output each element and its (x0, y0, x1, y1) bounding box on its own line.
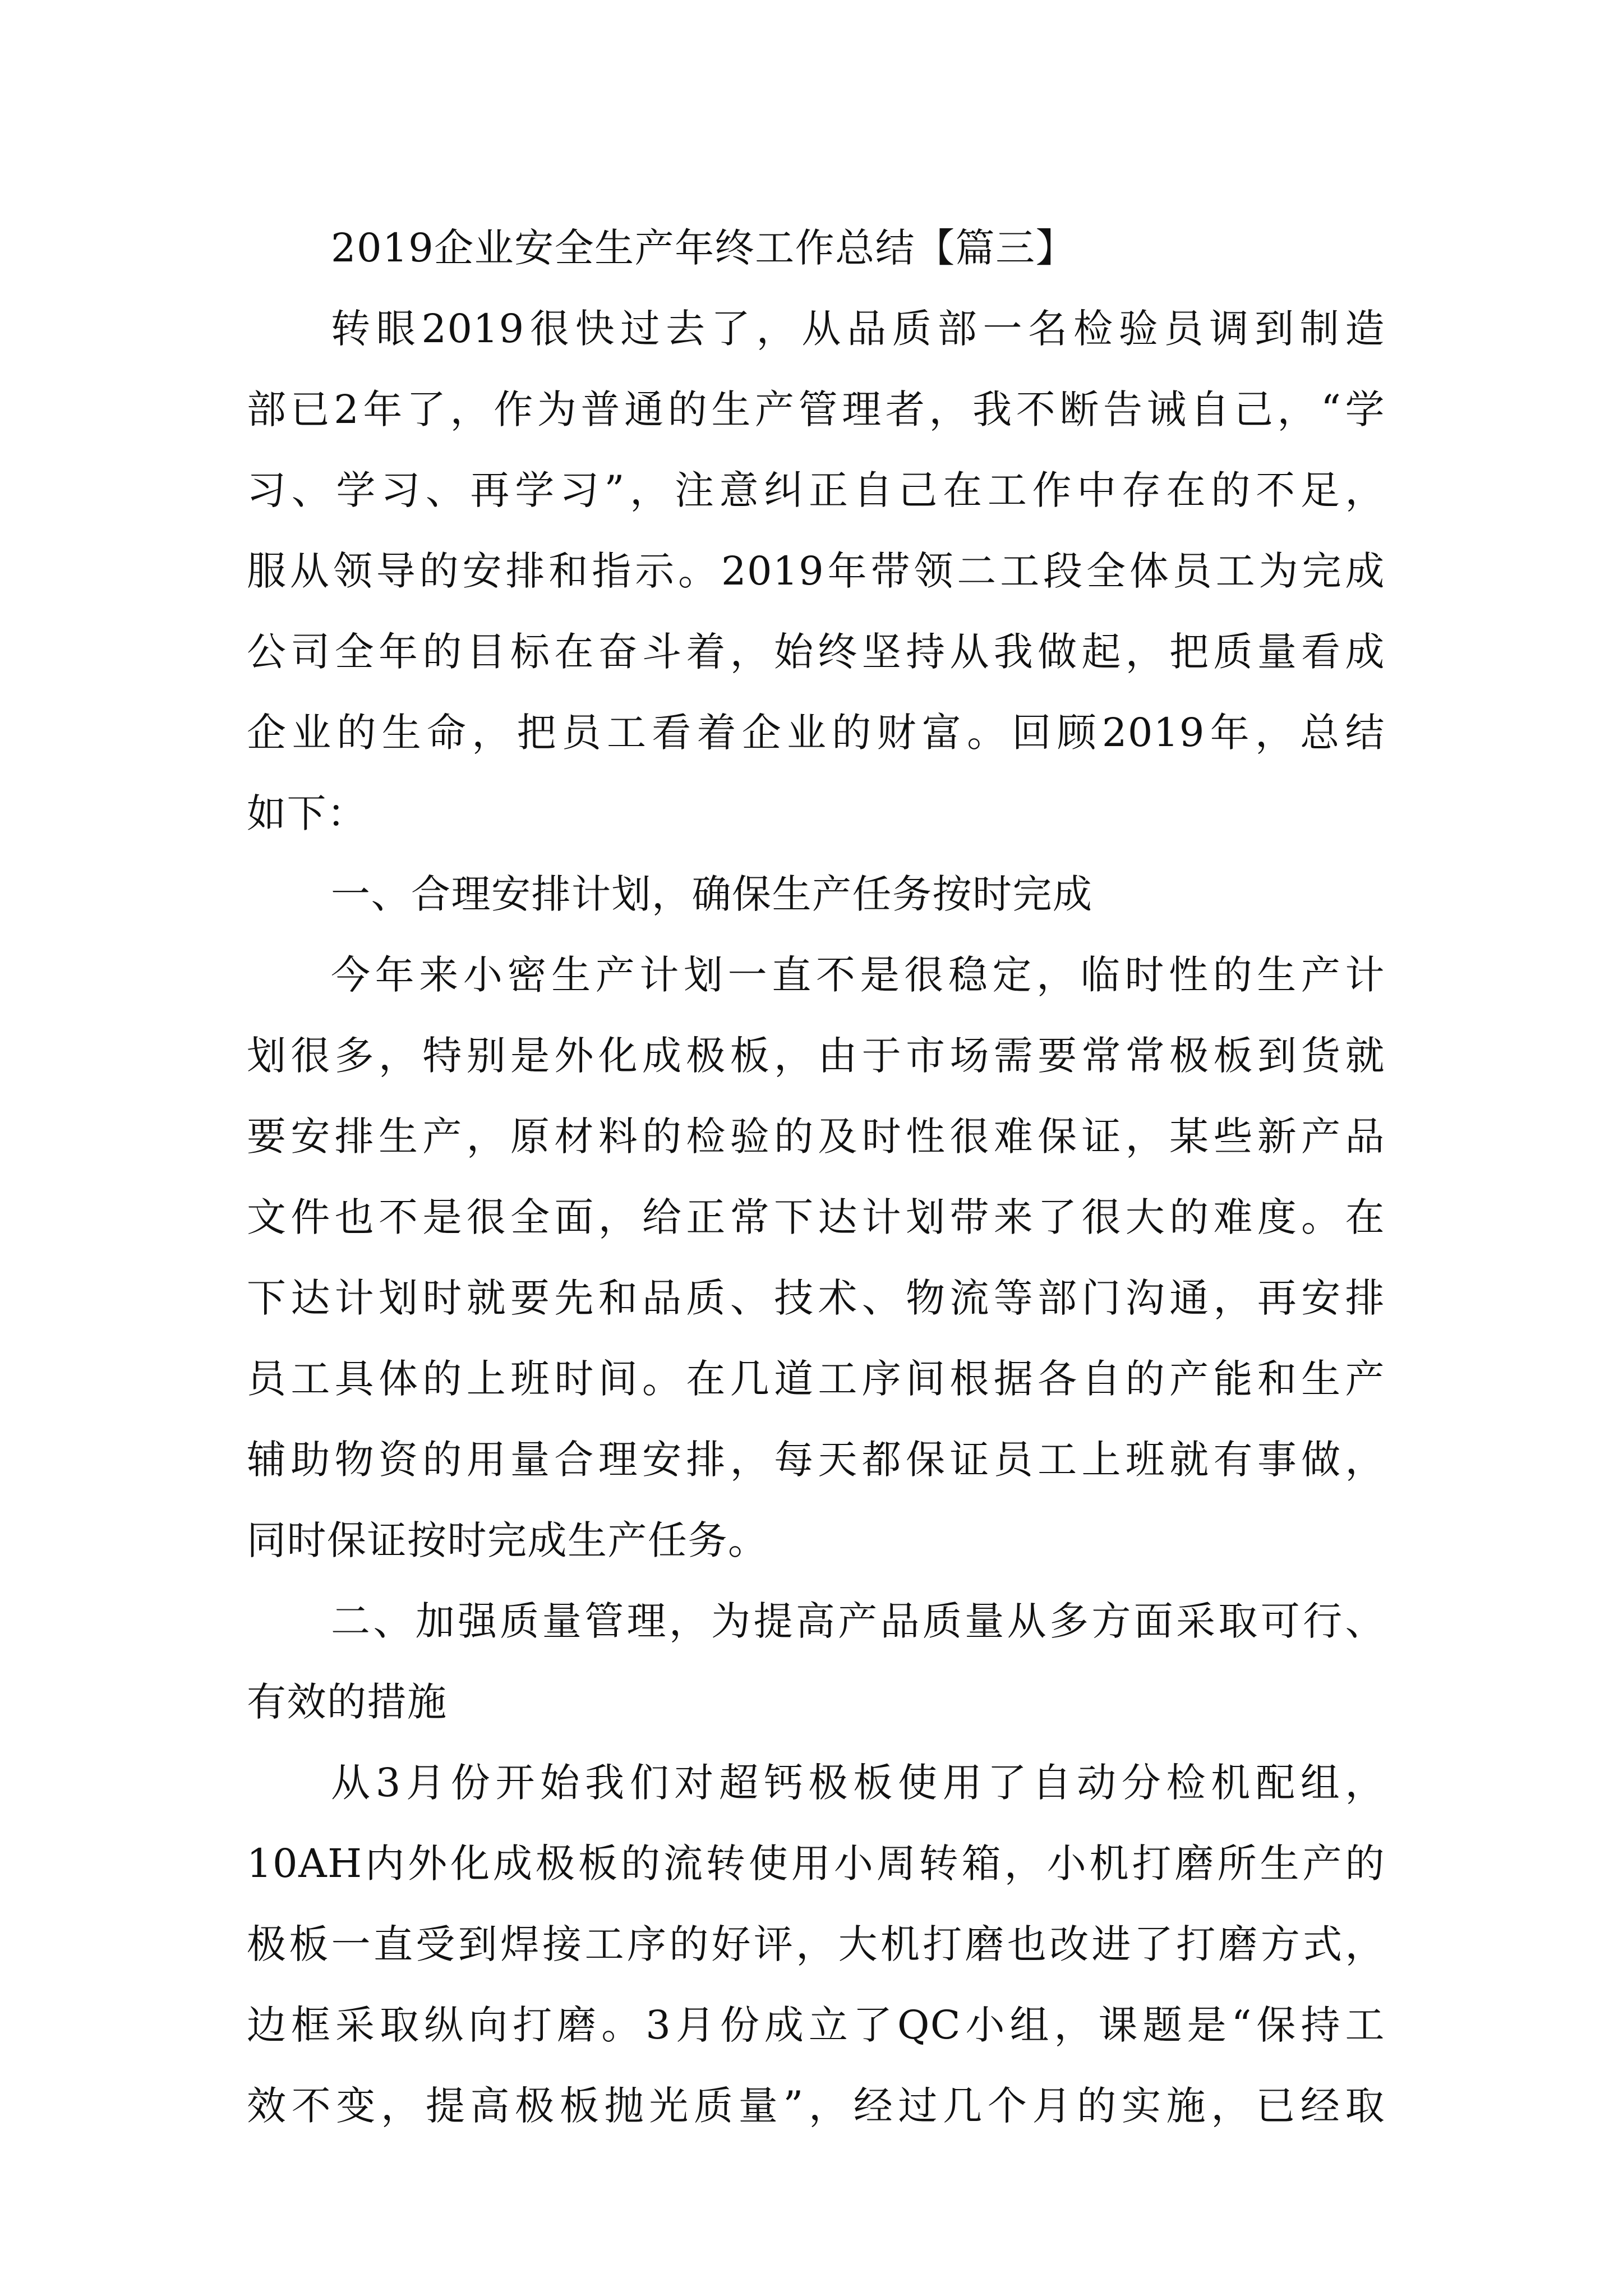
heading-line: 有效的措施 (247, 1679, 448, 1725)
heading-line: 二、加强质量管理，为提高产品质量从多方面采取可行、 (331, 1598, 1385, 1644)
text-line: 部已2年了，作为普通的生产管理者，我不断告诫自己，“学 (247, 386, 1385, 432)
paragraph-section-2 (247, 1742, 1385, 2146)
text-line: 同时保证按时完成生产任务。 (247, 1517, 768, 1563)
text-line: 从3月份开始我们对超钙极板使用了自动分检机配组， (331, 1760, 1385, 1806)
text-line: 公司全年的目标在奋斗着，始终坚持从我做起，把质量看成 (247, 629, 1385, 675)
text-line: 极板一直受到焊接工序的好评，大机打磨也改进了打磨方式， (247, 1921, 1385, 1967)
text-line: 服从领导的安排和指示。2019年带领二工段全体员工为完成 (247, 548, 1385, 594)
text-line: 辅助物资的用量合理安排，每天都保证员工上班就有事做， (247, 1437, 1385, 1483)
text-line: 要安排生产，原材料的检验的及时性很难保证，某些新产品 (247, 1114, 1385, 1159)
document-title: 2019企业安全生产年终工作总结【篇三】 (331, 225, 1076, 271)
text-line: 边框采取纵向打磨。3月份成立了QC小组，课题是“保持工 (247, 2002, 1385, 2048)
text-line: 文件也不是很全面，给正常下达计划带来了很大的难度。在 (247, 1194, 1385, 1240)
paragraph-section-1 (247, 935, 1385, 1581)
text-line: 划很多，特别是外化成极板，由于市场需要常常极板到货就 (247, 1033, 1385, 1079)
document-body (247, 208, 1385, 2146)
section-heading-2 (247, 1581, 1385, 1742)
text-line: 员工具体的上班时间。在几道工序间根据各自的产能和生产 (247, 1356, 1385, 1402)
text-line: 今年来小密生产计划一直不是很稳定，临时性的生产计 (331, 952, 1385, 998)
text-line: 企业的生命，把员工看着企业的财富。回顾2019年，总结 (247, 710, 1385, 756)
section-heading-1 (247, 854, 1385, 935)
text-line: 效不变，提高极板抛光质量”，经过几个月的实施，已经取 (247, 2083, 1385, 2129)
text-line: 如下： (247, 790, 367, 836)
heading-line: 一、合理安排计划，确保生产任务按时完成 (331, 871, 1093, 917)
text-line: 10AH内外化成极板的流转使用小周转箱，小机打磨所生产的 (247, 1841, 1385, 1887)
text-line: 转眼2019很快过去了，从品质部一名检验员调到制造 (331, 306, 1385, 352)
paragraph-intro (247, 288, 1385, 854)
text-line: 下达计划时就要先和品质、技术、物流等部门沟通，再安排 (247, 1275, 1385, 1321)
text-line: 习、学习、再学习”，注意纠正自己在工作中存在的不足， (247, 467, 1385, 513)
